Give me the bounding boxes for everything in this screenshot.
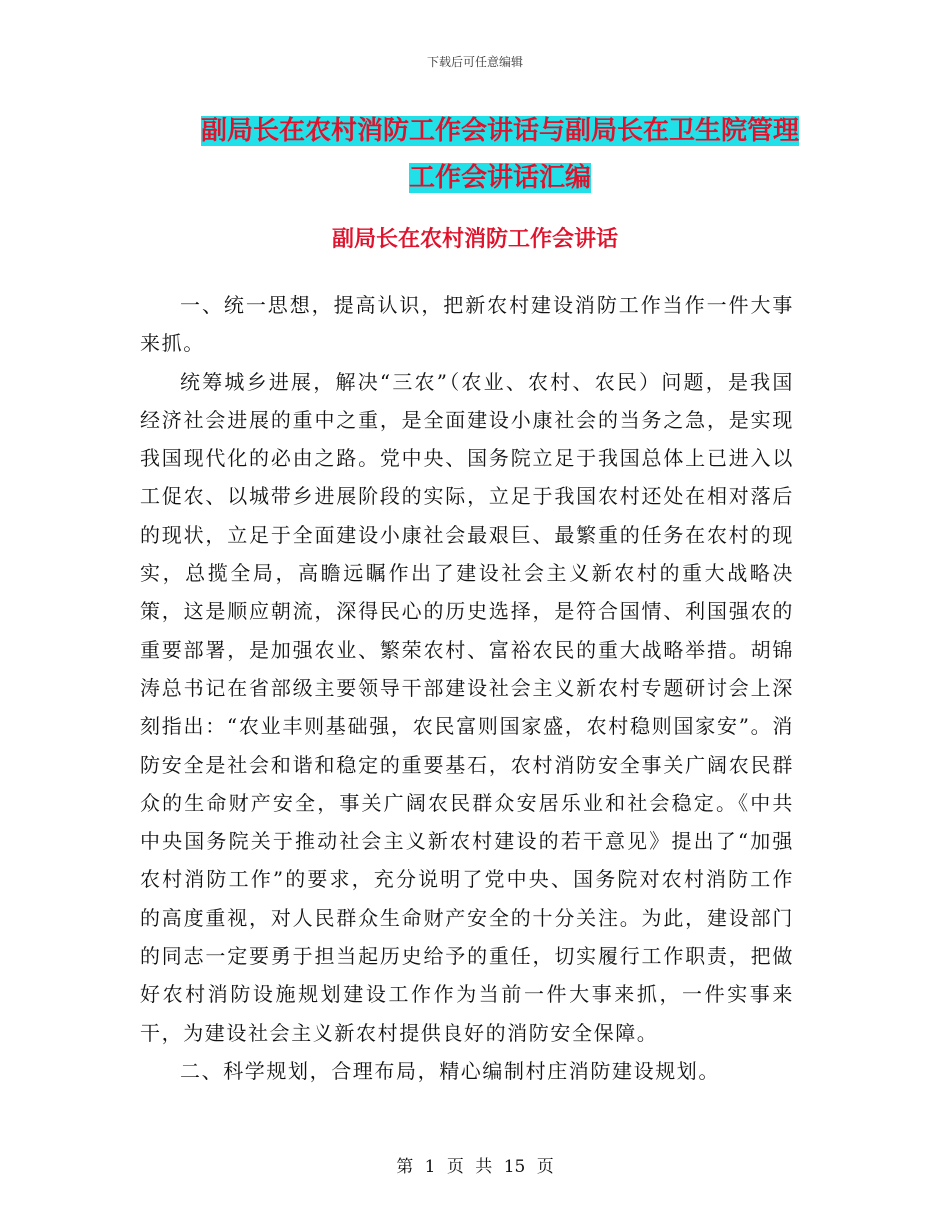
paragraph-heading-1: 一、统一思想，提高认识，把新农村建设消防工作当作一件大事来抓。 <box>140 293 794 356</box>
page-number: 第 1 页 共 15 页 <box>396 1157 554 1177</box>
document-title <box>140 108 860 202</box>
header-note: 下载后可任意编辑 <box>426 55 523 69</box>
document-title-line-1: 副局长在农村消防工作会讲话与副局长在卫生院管理 <box>200 116 799 146</box>
section-title: 副局长在农村消防工作会讲话 <box>331 226 618 252</box>
document-title-line-2: 工作会讲话汇编 <box>408 163 591 193</box>
document-body <box>140 286 794 1090</box>
paragraph-heading-2: 二、科学规划，合理布局，精心编制村庄消防建设规划。 <box>180 1058 720 1083</box>
paragraph-body: 统筹城乡进展，解决“三农”（农业、农村、农民）问题，是我国经济社会进展的重中之重，是全面建设小康社会的当务之急，是实现我国现代化的必由之路。党中央、国务院立足于我国总体上已进入以工促农、以城带乡进展阶段的实际，立足于我国农村还处在相对落后的现状，立足于全面建设小康社会最艰巨、最繁重的任务在农村的现实，总揽全局，高瞻远瞩作出了建设社会主义新农村的重大战略决策，这是顺应朝流，深得民心的历史选择，是符合国情、利国强农的重要部署，是加强农业、繁荣农村、富裕农民的重大战略举措。胡锦涛总书记在省部级主要领导干部建设社会主义新农村专题研讨会上深刻指出：“农业丰则基础强，农民富则国家盛，农村稳则国家安”。消防安全是社会和谐和稳定的重要基石，农村消防安全事关广阔农民群众的生命财产安全，事关广阔农民群众安居乐业和社会稳定。《中共中央国务院关于推动社会主义新农村建设的若干意见》提出了“加强农村消防工作”的要求，充分说明了党中央、国务院对农村消防工作的高度重视，对人民群众生命财产安全的十分关注。为此，建设部门的同志一定要勇于担当起历史给予的重任，切实履行工作职责，把做好农村消防设施规划建设工作作为当前一件大事来抓，一件实事来干，为建设社会主义新农村提供良好的消防安全保障。 <box>140 369 794 1045</box>
